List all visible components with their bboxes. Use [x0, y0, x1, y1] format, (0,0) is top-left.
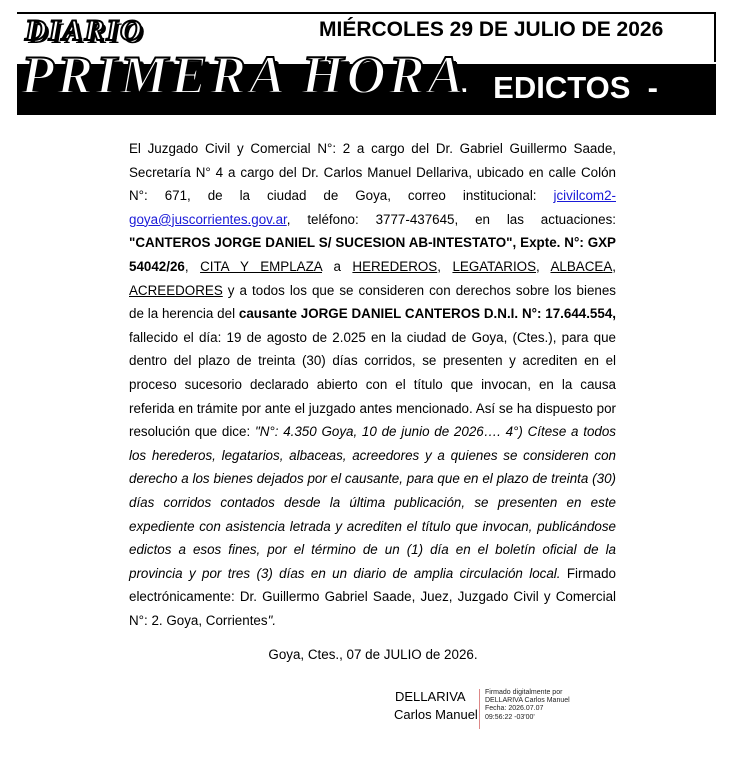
edict-text: , [437, 258, 453, 274]
edict-text: fallecido el día: 19 de agosto de 2.025 en la ciudad de Goya, (Ctes.), para que dentro del plazo de treinta (30) días corridos, se presenten y acrediten en el proceso sucesorio declarado abierto con el título que invocan, en la causa referida en trámite por ante el juzgado antes mencionado. Así se ha dispuesto por resolución que dice: [129, 329, 616, 440]
edict-text: y a todos los que se consideren con derechos sobre los bienes de la herencia del [129, 282, 616, 322]
edict-text: , [184, 258, 201, 274]
digital-signature-line: Firmado digitalmente por [485, 689, 563, 696]
place-and-date: Goya, Ctes., 07 de JULIO de 2026. [268, 647, 478, 662]
signer-surname: DELLARIVA [395, 689, 466, 704]
issue-date: MIÉRCOLES 29 DE JULIO DE 2026 [319, 18, 664, 41]
herederos: HEREDEROS [352, 258, 438, 274]
digital-signature-line: 09:56:22 -03'00' [485, 713, 535, 721]
masthead [17, 12, 716, 115]
edict-text: , teléfono: 3777-437645, en las actuaciones: [286, 211, 616, 227]
cita-emplaza: CITA Y EMPLAZA [200, 258, 322, 274]
signature-divider [479, 689, 480, 729]
edict-paragraph [129, 137, 616, 632]
albacea: ALBACEA [550, 258, 613, 274]
signer-given-name: Carlos Manuel [394, 707, 478, 722]
digital-signature-line: Fecha: 2026.07.07 [485, 705, 544, 713]
closing-quote: ". [267, 612, 277, 628]
edict-text: , [612, 258, 617, 274]
edict-text: El Juzgado Civil y Comercial N°: 2 a cargo del Dr. Gabriel Guillermo Saade, Secretaría N° 4 a cargo del Dr. Carlos Manuel Dellariva, ubicado en calle Colón N°: 671, de la ciudad de Goya, correo institucional: [129, 141, 616, 204]
masthead-right-rule [714, 12, 716, 62]
case-title: "CANTEROS JORGE DANIEL S/ SUCESION AB-INTESTATO", Expte. N°: GXP 54042/26 [129, 235, 616, 274]
edict-text: Firmado electrónicamente: Dr. Guillermo Gabriel Saade, Juez, Juzgado Civil y Comercial N°: 2. Goya, Corrientes [129, 565, 616, 628]
deceased-identification: causante JORGE DANIEL CANTEROS D.N.I. N°: 17.644.554, [238, 306, 616, 322]
acreedores: ACREEDORES [129, 282, 223, 298]
section-title: - EDICTOS - [457, 70, 658, 105]
edict-body [129, 137, 616, 632]
court-email-link[interactable]: jcivilcom2-goya@juscorrientes.gov.ar [129, 188, 616, 227]
legatarios: LEGATARIOS [452, 258, 537, 274]
logo-primera-hora: PRIMERA HORA [21, 45, 467, 105]
court-resolution-quote: "N°: 4.350 Goya, 10 de junio de 2026…. 4°) Cítese a todos los herederos, legatarios, albaceas, acreedores y a quienes se consideren con derecho a los bienes dejados por el causante, para que en el plazo de treinta (30) días corridos contados desde la última publicación, se presenten en este expediente con asistencia letrada y acrediten el título que invocan, publicándose edictos a esos fines, por el término de un (1) día en el boletín oficial de la provincia y por tres (3) días en un diario de amplia circulación local. [129, 424, 617, 581]
digital-signature-line: DELLARIVA Carlos Manuel [485, 697, 570, 705]
logo-diario: DIARIO [25, 14, 144, 47]
digital-signature-stamp [485, 689, 570, 722]
edict-text: , [536, 258, 551, 274]
edict-text: a [322, 258, 353, 274]
